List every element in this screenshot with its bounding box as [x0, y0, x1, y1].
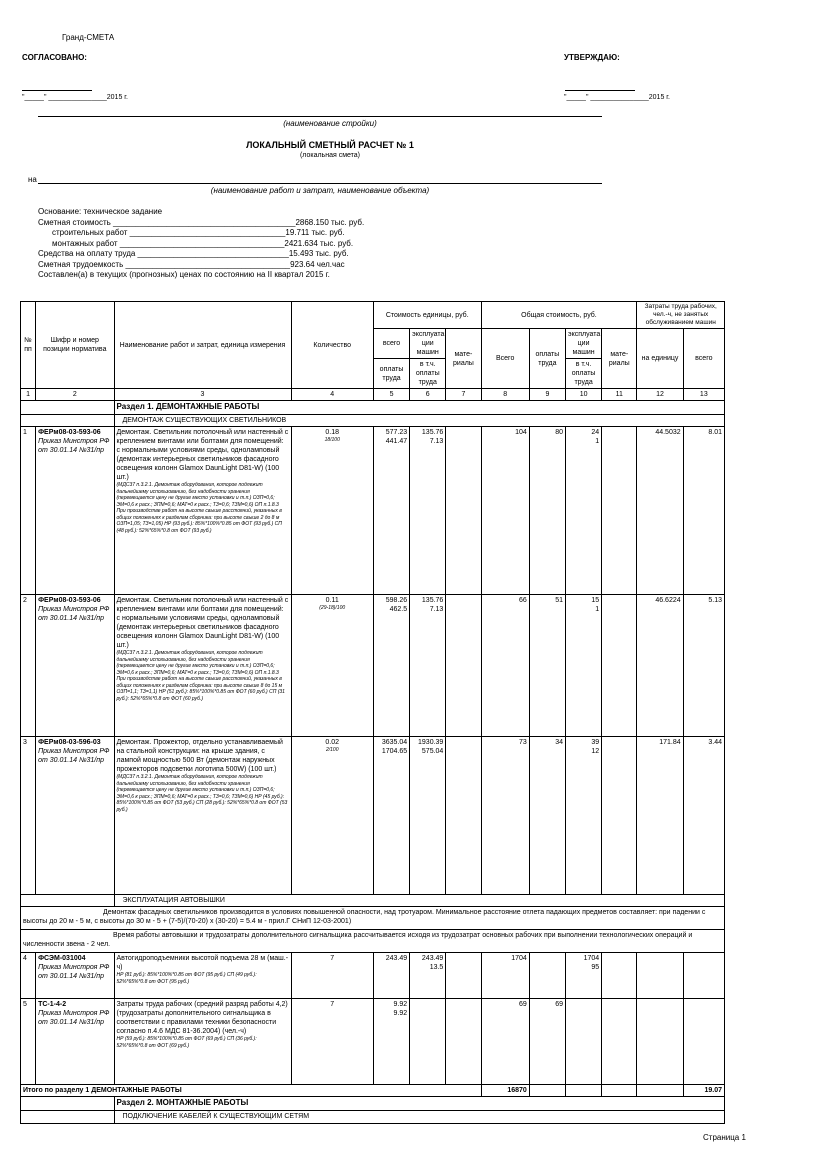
row-number: 4 — [21, 953, 36, 999]
total-pay: 34 — [529, 737, 565, 895]
head-all: всего — [373, 329, 409, 359]
colnum: 4 — [291, 389, 373, 401]
section-1-total-label: Итого по разделу 1 ДЕМОНТАЖНЫЕ РАБОТЫ — [21, 1085, 482, 1097]
summary-basis: Основание: техническое задание — [38, 207, 163, 216]
row-number: 2 — [21, 595, 36, 737]
row-number: 3 — [21, 737, 36, 895]
total-all: 69 — [481, 999, 529, 1085]
colnum: 8 — [481, 389, 529, 401]
summary-total-cost: Сметная стоимость _________________________________________2868.150 тыс. руб. — [38, 217, 365, 227]
colnum: 12 — [637, 389, 683, 401]
work-name: Демонтаж. Светильник потолочный или настенный с креплением винтами или болтами для помещений: с нормальными условиями среды, одноламповый (демонтаж интерьерных светильников фасадного освещения колонн Glamox DaunLight D81-W) (100 шт.) — [116, 597, 289, 649]
total-expl: 24 — [591, 429, 600, 436]
work-note: (МДС37 п.3.2.1. Демонтаж оборудования, которое подлежит дальнейшему использованию, без надобности хранения (перемещается цену не другие место установки и т.п.) ОЗП=0,6; ЭМ=0,6 к расх.; ЗПМ=0,6; МАТ=0 к расх.; ТЗ=0,6; ТЗМ=0,6) ОП п.1.8.3 При производстве работ на высоте свыше расстояний, указанных в общих положениях к разделам сборника: при высоте свыше 8 до 15 м ОЗП=1,1; ТЗ=1,1) НР (51 руб.): 85%*100%*0.85 от ФОТ (60 руб.) СП (31 руб.): 52%*65%*0.8 от ФОТ (60 руб.) — [116, 650, 285, 702]
unit-expl-pay: 13.5 — [429, 964, 444, 971]
note-lift-time: Время работы автовышки и трудозатраты дополнительного сигнальщика рассчитывается исходя из трудозатрат основных рабочих при выполнении технологических операций и численности звена - 2 чел. — [21, 930, 725, 953]
work-line — [38, 183, 602, 184]
page-subtitle: (локальная смета) — [299, 152, 361, 159]
norm-source: Приказ Минстроя РФ от 30.01.14 №31/пр — [38, 964, 110, 980]
unit-expl-pay: 7.13 — [429, 606, 444, 613]
head-vsego: Всего — [481, 329, 529, 389]
total-expl: 39 — [591, 739, 600, 746]
unit-expl-pay: 575.04 — [421, 748, 444, 755]
qty-formula: (29-18)/100 — [319, 605, 346, 611]
section-1-total-labor: 19.07 — [683, 1085, 724, 1097]
colnum: 10 — [566, 389, 602, 401]
total-expl-pay: 1 — [595, 438, 600, 445]
work-note: (МДС37 п.3.2.1. Демонтаж оборудования, которое подлежит дальнейшему использованию, без надобности хранения (перемещается цену не другие место установки и т.п.) ОЗП=0,6; ЭМ=0,6 к расх.; ЗПМ=0,6; МАТ=0 к расх.; ТЗ=0,6; ТЗМ=0,6) НР (45 руб.): 85%*100%*0.85 от ФОТ (53 руб.) СП (28 руб.): 52%*65%*0.8 от ФОТ (53 руб.) — [116, 774, 288, 813]
head-name: Наименование работ и затрат, единица измерения — [114, 302, 291, 389]
column-numbers — [21, 389, 725, 401]
head-incl-unit: в т.ч. оплаты труда — [410, 359, 446, 389]
unit-pay: 1704.65 — [381, 748, 408, 755]
unit-expl: 243.49 — [421, 955, 444, 962]
head-vsego2: всего — [683, 329, 724, 389]
norm-source: Приказ Минстроя РФ от 30.01.14 №31/пр — [38, 748, 110, 764]
date-right: "_____" _______________2015 г. — [564, 94, 670, 101]
subsection-cables: ПОДКЛЮЧЕНИЕ КАБЕЛЕЙ К СУЩЕСТВУЮЩИМ СЕТЯМ — [114, 1111, 724, 1124]
unit-pay: 441.47 — [385, 438, 408, 445]
qty: 7 — [291, 999, 373, 1085]
head-total-cost: Общая стоимость, руб. — [481, 302, 637, 329]
section-total-row — [21, 1085, 725, 1097]
page-title: ЛОКАЛЬНЫЙ СМЕТНЫЙ РАСЧЕТ № 1 — [246, 140, 414, 150]
unit-all: 9.92 — [393, 1001, 408, 1008]
labor-per-unit: 46.6224 — [637, 595, 683, 737]
head-per-unit: на единицу — [637, 329, 683, 389]
colnum: 3 — [114, 389, 291, 401]
head-unit-cost: Стоимость единицы, руб. — [373, 302, 481, 329]
subsection-dismantle: ДЕМОНТАЖ СУЩЕСТВУЮЩИХ СВЕТИЛЬНИКОВ — [114, 415, 724, 427]
date-left: "_____" _______________2015 г. — [22, 94, 128, 101]
qty-formula: 18/100 — [324, 437, 340, 443]
work-note: НР (59 руб.): 85%*100%*0.85 от ФОТ (69 руб.) СП (36 руб.): 52%*65%*0.8 от ФОТ (69 руб.) — [116, 1036, 257, 1049]
total-pay: 69 — [529, 999, 565, 1085]
norm-source: Приказ Минстроя РФ от 30.01.14 №31/пр — [38, 438, 110, 454]
colnum: 13 — [683, 389, 724, 401]
total-expl: 1704 — [583, 955, 600, 962]
work-name: Автогидроподъемники высотой подъема 28 м (маш.-ч) — [116, 955, 289, 971]
colnum: 2 — [36, 389, 114, 401]
unit-pay: 462.5 — [389, 606, 408, 613]
labor-total: 3.44 — [683, 737, 724, 895]
total-expl-pay: 95 — [591, 964, 600, 971]
head-n: № пп — [21, 302, 36, 389]
unit-all: 598.26 — [385, 597, 408, 604]
total-expl: 15 — [591, 597, 600, 604]
norm-code: ФЕРм08-03-596-03 — [38, 739, 101, 746]
norm-source: Приказ Минстроя РФ от 30.01.14 №31/пр — [38, 606, 110, 622]
norm-code: ФЕРм08-03-593-06 — [38, 429, 101, 436]
norm-source: Приказ Минстроя РФ от 30.01.14 №31/пр — [38, 1010, 110, 1026]
program-name: Гранд-СМЕТА — [62, 33, 115, 42]
table-row — [21, 427, 725, 595]
sign-line-right — [565, 90, 635, 91]
unit-pay: 9.92 — [393, 1010, 408, 1017]
labor-total: 5.13 — [683, 595, 724, 737]
head-pay-unit: оплаты труда — [373, 359, 409, 389]
work-name: Затраты труда рабочих (средний разряд работы 4,2) (трудозатраты дополнительного сигнальщика в соответствии с правилами техники безопасности согласно п.4.6 МДС 81-36.2004) (чел.-ч) — [116, 1001, 288, 1035]
summary-prices: Составлен(а) в текущих (прогнозных) ценах по состоянию на II квартал 2015 г. — [38, 270, 330, 279]
labor-per-unit: 171.84 — [637, 737, 683, 895]
total-all: 104 — [481, 427, 529, 595]
norm-code: ТС-1-4-2 — [38, 1001, 67, 1008]
section-1-title: Раздел 1. ДЕМОНТАЖНЫЕ РАБОТЫ — [114, 401, 724, 415]
page-number: Страница 1 — [703, 1133, 746, 1142]
estimate-table — [20, 301, 725, 1124]
total-expl-pay: 12 — [591, 748, 600, 755]
head-qty: Количество — [291, 302, 373, 389]
qty-formula: 2/100 — [325, 747, 339, 753]
table-row — [21, 953, 725, 999]
labor-total: 8.01 — [683, 427, 724, 595]
unit-expl: 1930.39 — [418, 739, 444, 746]
unit-all: 243.49 — [373, 953, 409, 999]
row-number: 1 — [21, 427, 36, 595]
table-row — [21, 737, 725, 895]
work-note: НР (81 руб.): 85%*100%*0.85 от ФОТ (95 руб.) СП (49 руб.): 52%*65%*0.8 от ФОТ (95 руб.) — [116, 972, 257, 985]
unit-expl-pay: 7.13 — [429, 438, 444, 445]
summary-wages: Средства на оплату труда __________________________________15.493 тыс. руб. — [38, 249, 349, 258]
head-code: Шифр и номер позиции норматива — [36, 302, 114, 389]
total-pay: 80 — [529, 427, 565, 595]
total-all: 73 — [481, 737, 529, 895]
colnum: 6 — [410, 389, 446, 401]
summary-installation: монтажных работ _____________________________________2421.634 тыс. руб. — [52, 238, 354, 248]
construction-caption: (наименование стройки) — [283, 119, 377, 128]
subsection-lift: ЭКСПЛУАТАЦИЯ АВТОВЫШКИ — [114, 895, 724, 907]
na-label: на — [28, 175, 37, 184]
section-2-title: Раздел 2. МОНТАЖНЫЕ РАБОТЫ — [114, 1097, 724, 1111]
unit-all: 3635.04 — [381, 739, 408, 746]
unit-expl: 135.76 — [421, 597, 444, 604]
summary-construction: строительных работ ___________________________________19.711 тыс. руб. — [52, 228, 345, 237]
colnum: 5 — [373, 389, 409, 401]
head-mat: мате- риалы — [446, 329, 481, 389]
colnum: 1 — [21, 389, 36, 401]
head-mat-total: мате- риалы — [602, 329, 637, 389]
total-all: 66 — [481, 595, 529, 737]
head-incl-total: в т.ч. оплаты труда — [566, 359, 602, 389]
head-expl: эксплуата ции машин — [410, 329, 446, 359]
head-expl-total: эксплуата ции машин — [566, 329, 602, 359]
head-labor: Затраты труда рабочих, чел.-ч, не занятых обслуживанием машин — [637, 302, 725, 329]
construction-line — [38, 116, 602, 117]
norm-code: ФСЭМ-031004 — [38, 955, 86, 962]
sign-line-left — [22, 90, 92, 91]
colnum: 9 — [529, 389, 565, 401]
work-note: (МДС37 п.3.2.1. Демонтаж оборудования, которое подлежит дальнейшему использованию, без надобности хранения (перемещается цену не другие место установки и т.п.) ОЗП=0,6; ЭМ=0,6 к расх.; ЗПМ=0,6; МАТ=0 к расх.; ТЗ=0,6; ТЗМ=0,6) ОП п.1.8.3 При производстве работ на высоте свыше расстояний, указанных в общих положениях к разделам сборника: при высоте свыше 2 до 8 м ОЗП=1,05; ТЗ=1,05) НР (93 руб.): 85%*100%*0.85 от ФОТ (93 руб.) СП (48 руб.): 52%*65%*0.8 от ФОТ (93 руб.) — [116, 482, 282, 534]
estimate-summary — [38, 207, 364, 281]
work-name: Демонтаж. Прожектор, отдельно устанавливаемый на стальной конструкции: на крыше здания, с лампой мощностью 500 Вт (демонтаж наружных прожекторов подсветки логотипа 500W) (100 шт.) — [116, 739, 283, 773]
qty: 0.18 — [325, 429, 340, 436]
qty: 0.11 — [325, 597, 339, 604]
qty: 0.02 — [325, 739, 340, 746]
note-safety: Демонтаж фасадных светильников производится в условиях повышенной опасности, над тротуаром. Минимальное расстояние отлета падающих предметов составляет: при падении с высоты до 20 м - 5 м, с высоты до 30 м - 5 + (7-5)/(70-20) х (30-20) = 5.4 м - прил.Г СНиП 12-03-2001) — [21, 907, 725, 930]
row-number: 5 — [21, 999, 36, 1085]
table-row — [21, 999, 725, 1085]
total-expl-pay: 1 — [595, 606, 600, 613]
total-all: 1704 — [481, 953, 529, 999]
colnum: 7 — [446, 389, 481, 401]
total-pay: 51 — [529, 595, 565, 737]
section-1-total-sum: 16870 — [481, 1085, 529, 1097]
work-name: Демонтаж. Светильник потолочный или настенный с креплением винтами или болтами для помещений: с нормальными условиями среды, одноламповый (демонтаж интерьерных светильников фасадного освещения колонн Glamox DaunLight D81-W) (100 шт.) — [116, 429, 289, 481]
labor-per-unit: 44.5032 — [637, 427, 683, 595]
unit-expl: 135.76 — [421, 429, 444, 436]
norm-code: ФЕРм08-03-593-06 — [38, 597, 101, 604]
qty: 7 — [291, 953, 373, 999]
unit-all: 577.23 — [385, 429, 408, 436]
approved-right: УТВЕРЖДАЮ: — [564, 53, 620, 62]
summary-labor: Сметная трудоемкость _____________________________________923.64 чел.час — [38, 259, 345, 269]
colnum: 11 — [602, 389, 637, 401]
work-caption: (наименование работ и затрат, наименование объекта) — [210, 186, 430, 195]
head-pay: оплаты труда — [529, 329, 565, 389]
approved-left: СОГЛАСОВАНО: — [22, 53, 87, 62]
table-row — [21, 595, 725, 737]
